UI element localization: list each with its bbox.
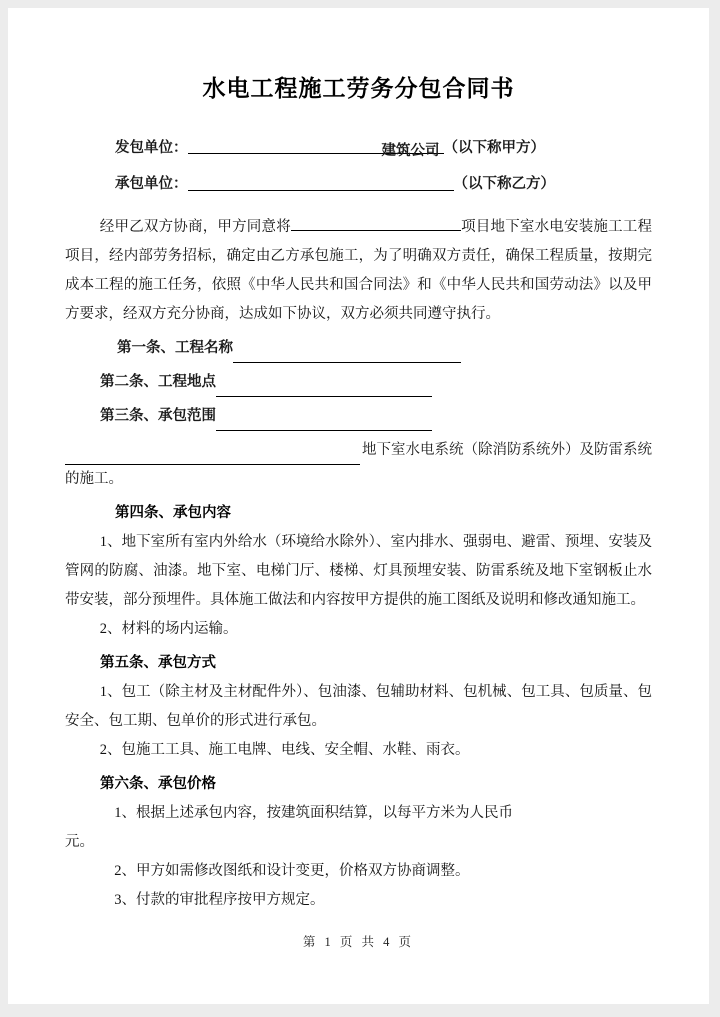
clause-2-blank xyxy=(216,374,432,397)
intro-paragraph xyxy=(65,213,652,329)
party-b-suffix: （以下称乙方） xyxy=(453,176,555,192)
party-a-blank xyxy=(188,136,444,159)
clause-6-heading: 第六条、承包价格 xyxy=(100,776,216,792)
party-b-label: 承包单位： xyxy=(115,176,188,192)
clause-1-label: 第一条、工程名称 xyxy=(117,340,233,356)
clause-3-continuation-blank xyxy=(65,442,360,465)
clause-4-item-1: 1、地下室所有室内外给水（环境给水除外）、室内排水、强弱电、避雷、预埋、安装及管网的防腐、油漆。地下室、电梯门厅、楼梯、灯具预埋安装、防雷系统及地下室钢板止水带安装，部分预埋件。具体施工做法和内容按甲方提供的施工图纸及说明和修改通知施工。 xyxy=(65,534,652,608)
page-number-footer: 第 1 页 共 4 页 xyxy=(302,935,415,949)
clause-4-heading: 第四条、承包内容 xyxy=(115,505,231,521)
intro-project-blank xyxy=(291,216,461,231)
clause-2-label: 第二条、工程地点 xyxy=(100,374,216,390)
party-b-line xyxy=(115,169,652,199)
clause-3-continuation-line xyxy=(65,436,652,465)
clause-3-line xyxy=(100,402,652,431)
clause-5-item-2: 2、包施工工具、施工电牌、电线、安全帽、水鞋、雨衣。 xyxy=(99,742,470,758)
clause-6-item-1-line-2: 元。 xyxy=(65,834,94,850)
intro-pre-text: 经甲乙双方协商，甲方同意将 xyxy=(99,219,291,235)
clause-5-item-1: 1、包工（除主材及主材配件外）、包油漆、包辅助材料、包机械、包工具、包质量、包安全、包工期、包单价的形式进行承包。 xyxy=(65,684,652,729)
clause-1-line xyxy=(117,334,652,363)
clause-2-line xyxy=(100,368,652,397)
clause-3-continuation-text: 地下室水电系统（除消防系统外）及防雷系统 xyxy=(362,442,652,458)
party-a-suffix: （以下称甲方） xyxy=(443,140,545,156)
clause-4-item-2: 2、材料的场内运输。 xyxy=(99,621,238,637)
document-title: 水电工程施工劳务分包合同书 xyxy=(202,76,515,101)
clause-6-item-1-line-1: 1、根据上述承包内容，按建筑面积结算，以每平方米为人民币 xyxy=(114,805,514,821)
clause-6-item-3: 3、付款的审批程序按甲方规定。 xyxy=(114,892,325,908)
party-a-value: 建筑公司 xyxy=(381,143,440,159)
party-b-blank xyxy=(188,173,454,191)
party-a-line xyxy=(115,133,652,163)
party-a-label: 发包单位： xyxy=(115,140,188,156)
clause-5-heading: 第五条、承包方式 xyxy=(100,655,216,671)
clause-3-label: 第三条、承包范围 xyxy=(100,408,216,424)
clause-3-continuation-text-2: 的施工。 xyxy=(65,471,123,487)
clause-6-item-2: 2、甲方如需修改图纸和设计变更，价格双方协商调整。 xyxy=(114,863,470,879)
intro-post-text: 项目地下室水电安装施工工程项目，经内部劳务招标，确定由乙方承包施工，为了明确双方责任，确保工程质量，按期完成本工程的施工任务，依照《中华人民共和国合同法》和《中华人民共和国劳动法》以及甲方要求，经双方充分协商，达成如下协议，双方必须共同遵守执行。 xyxy=(65,219,653,322)
clause-1-blank xyxy=(233,340,461,363)
clause-3-blank xyxy=(216,408,432,431)
